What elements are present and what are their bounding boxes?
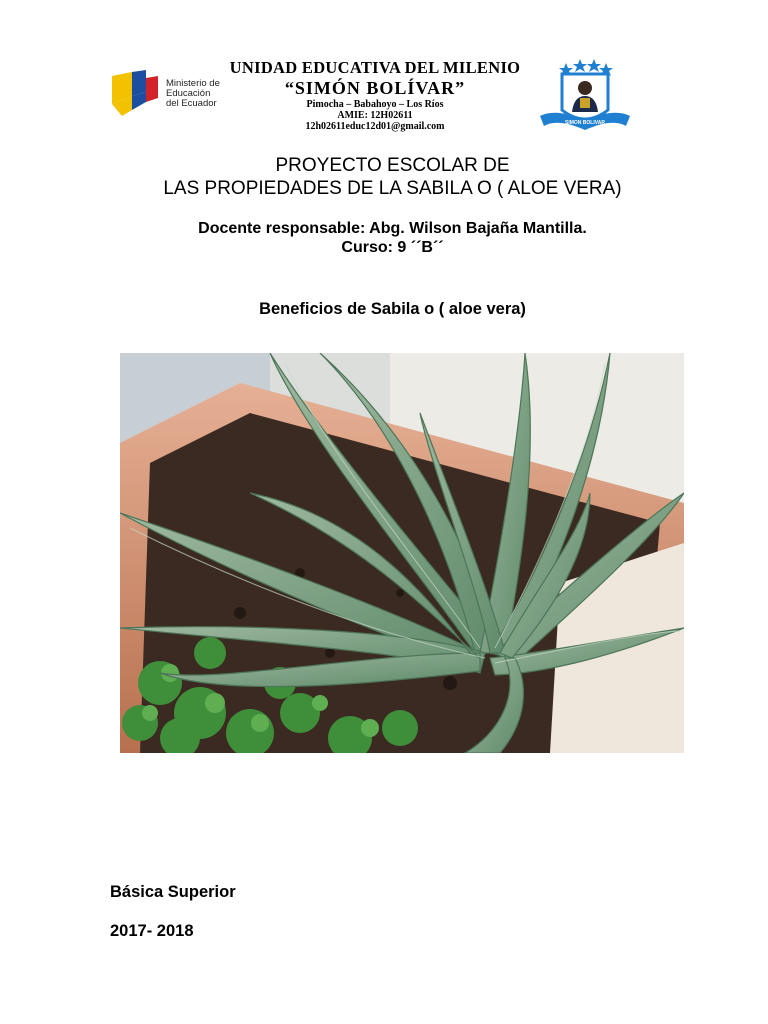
ministry-line: Educación [166,88,211,99]
title-line: PROYECTO ESCOLAR DE [275,155,510,176]
school-letterhead [200,58,550,132]
ministry-line: Ministerio de [166,78,220,89]
ministry-line: del Ecuador [166,98,217,109]
teacher-info [60,219,725,257]
school-email: 12h02611educ12d01@gmail.com [305,121,445,132]
school-years: 2017- 2018 [110,922,194,940]
section-subtitle: Beneficios de Sabila o ( aloe vera) [259,300,526,318]
education-level: Básica Superior [110,883,236,901]
title-line: LAS PROPIEDADES DE LA SABILA O ( ALOE VERA) [163,178,622,199]
crest-ribbon-text: SIMON BOLIVAR [565,120,605,126]
aloe-vera-photo [120,353,684,753]
school-location: Pimocha – Babahoyo – Los Ríos [306,99,444,110]
project-title [60,154,725,200]
school-crest-icon [536,58,634,136]
course-label: Curso: 9 ´´B´´ [341,239,444,256]
teacher-name: Docente responsable: Abg. Wilson Bajaña Mantilla. [198,220,587,237]
school-name: UNIDAD EDUCATIVA DEL MILENIO [229,58,521,77]
school-amie: AMIE: 12H02611 [337,110,413,121]
school-patron: “SIMÓN BOLÍVAR” [284,78,466,98]
